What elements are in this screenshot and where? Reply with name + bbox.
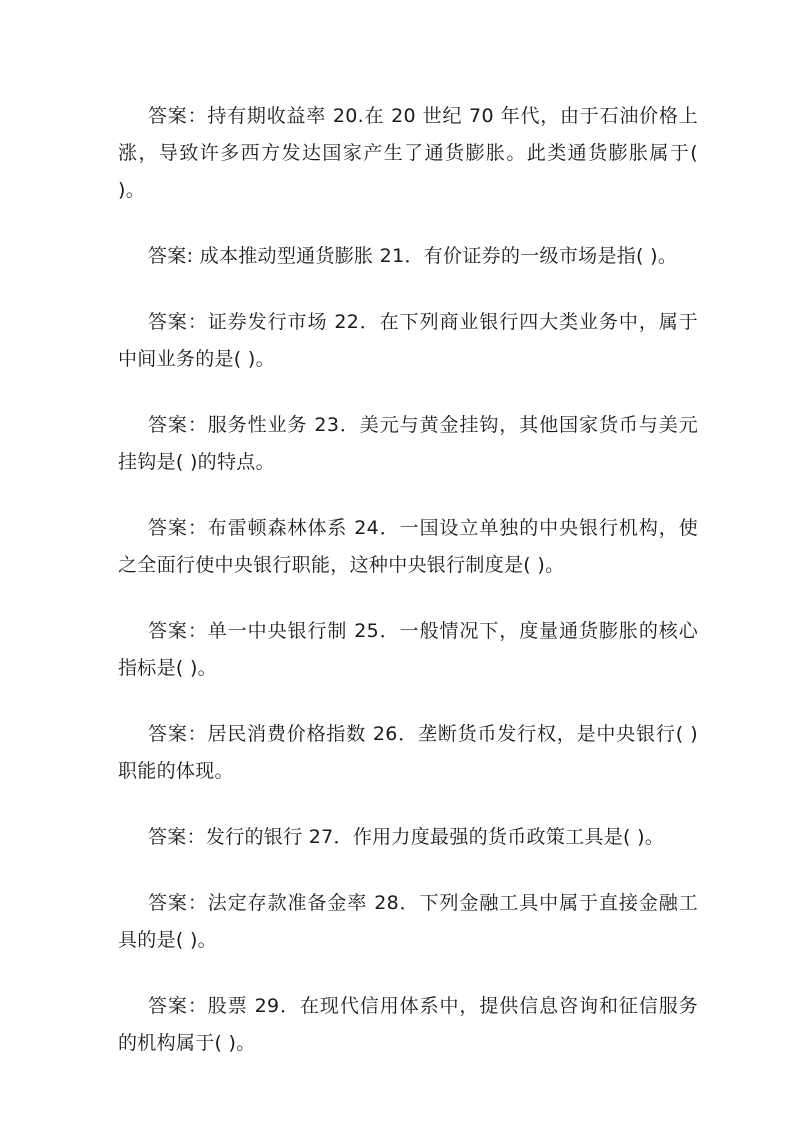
answer-paragraph-28: 答案：法定存款准备金率 28．下列金融工具中属于直接金融工具的是( )。 [118,892,698,951]
answer-paragraph-24: 答案：布雷顿森林体系 24．一国设立单独的中央银行机构，使之全面行使中央银行职能，这种中央银行制度是( )。 [118,517,698,576]
answer-paragraph-29: 答案：股票 29．在现代信用体系中，提供信息咨询和征信服务的机构属于( )。 [118,995,698,1054]
document-body [118,98,698,1062]
answer-paragraph-27: 答案：发行的银行 27．作用力度最强的货币政策工具是( )。 [148,826,665,848]
answer-paragraph-21: 答案: 成本推动型通货膨胀 21．有价证券的一级市场是指( )。 [148,245,678,267]
answer-paragraph-23: 答案：服务性业务 23．美元与黄金挂钩，其他国家货币与美元挂钩是( )的特点。 [118,414,698,473]
answer-paragraph-22: 答案：证券发行市场 22．在下列商业银行四大类业务中，属于中间业务的是( )。 [118,311,698,370]
answer-paragraph-26: 答案：居民消费价格指数 26．垄断货币发行权，是中央银行( )职能的体现。 [118,723,698,782]
answer-paragraph-20: 答案：持有期收益率 20.在 20 世纪 70 年代，由于石油价格上涨，导致许多西方发达国家产生了通货膨胀。此类通货膨胀属于( )。 [118,105,698,201]
answer-paragraph-25: 答案：单一中央银行制 25．一般情况下，度量通货膨胀的核心指标是( )。 [118,620,698,679]
